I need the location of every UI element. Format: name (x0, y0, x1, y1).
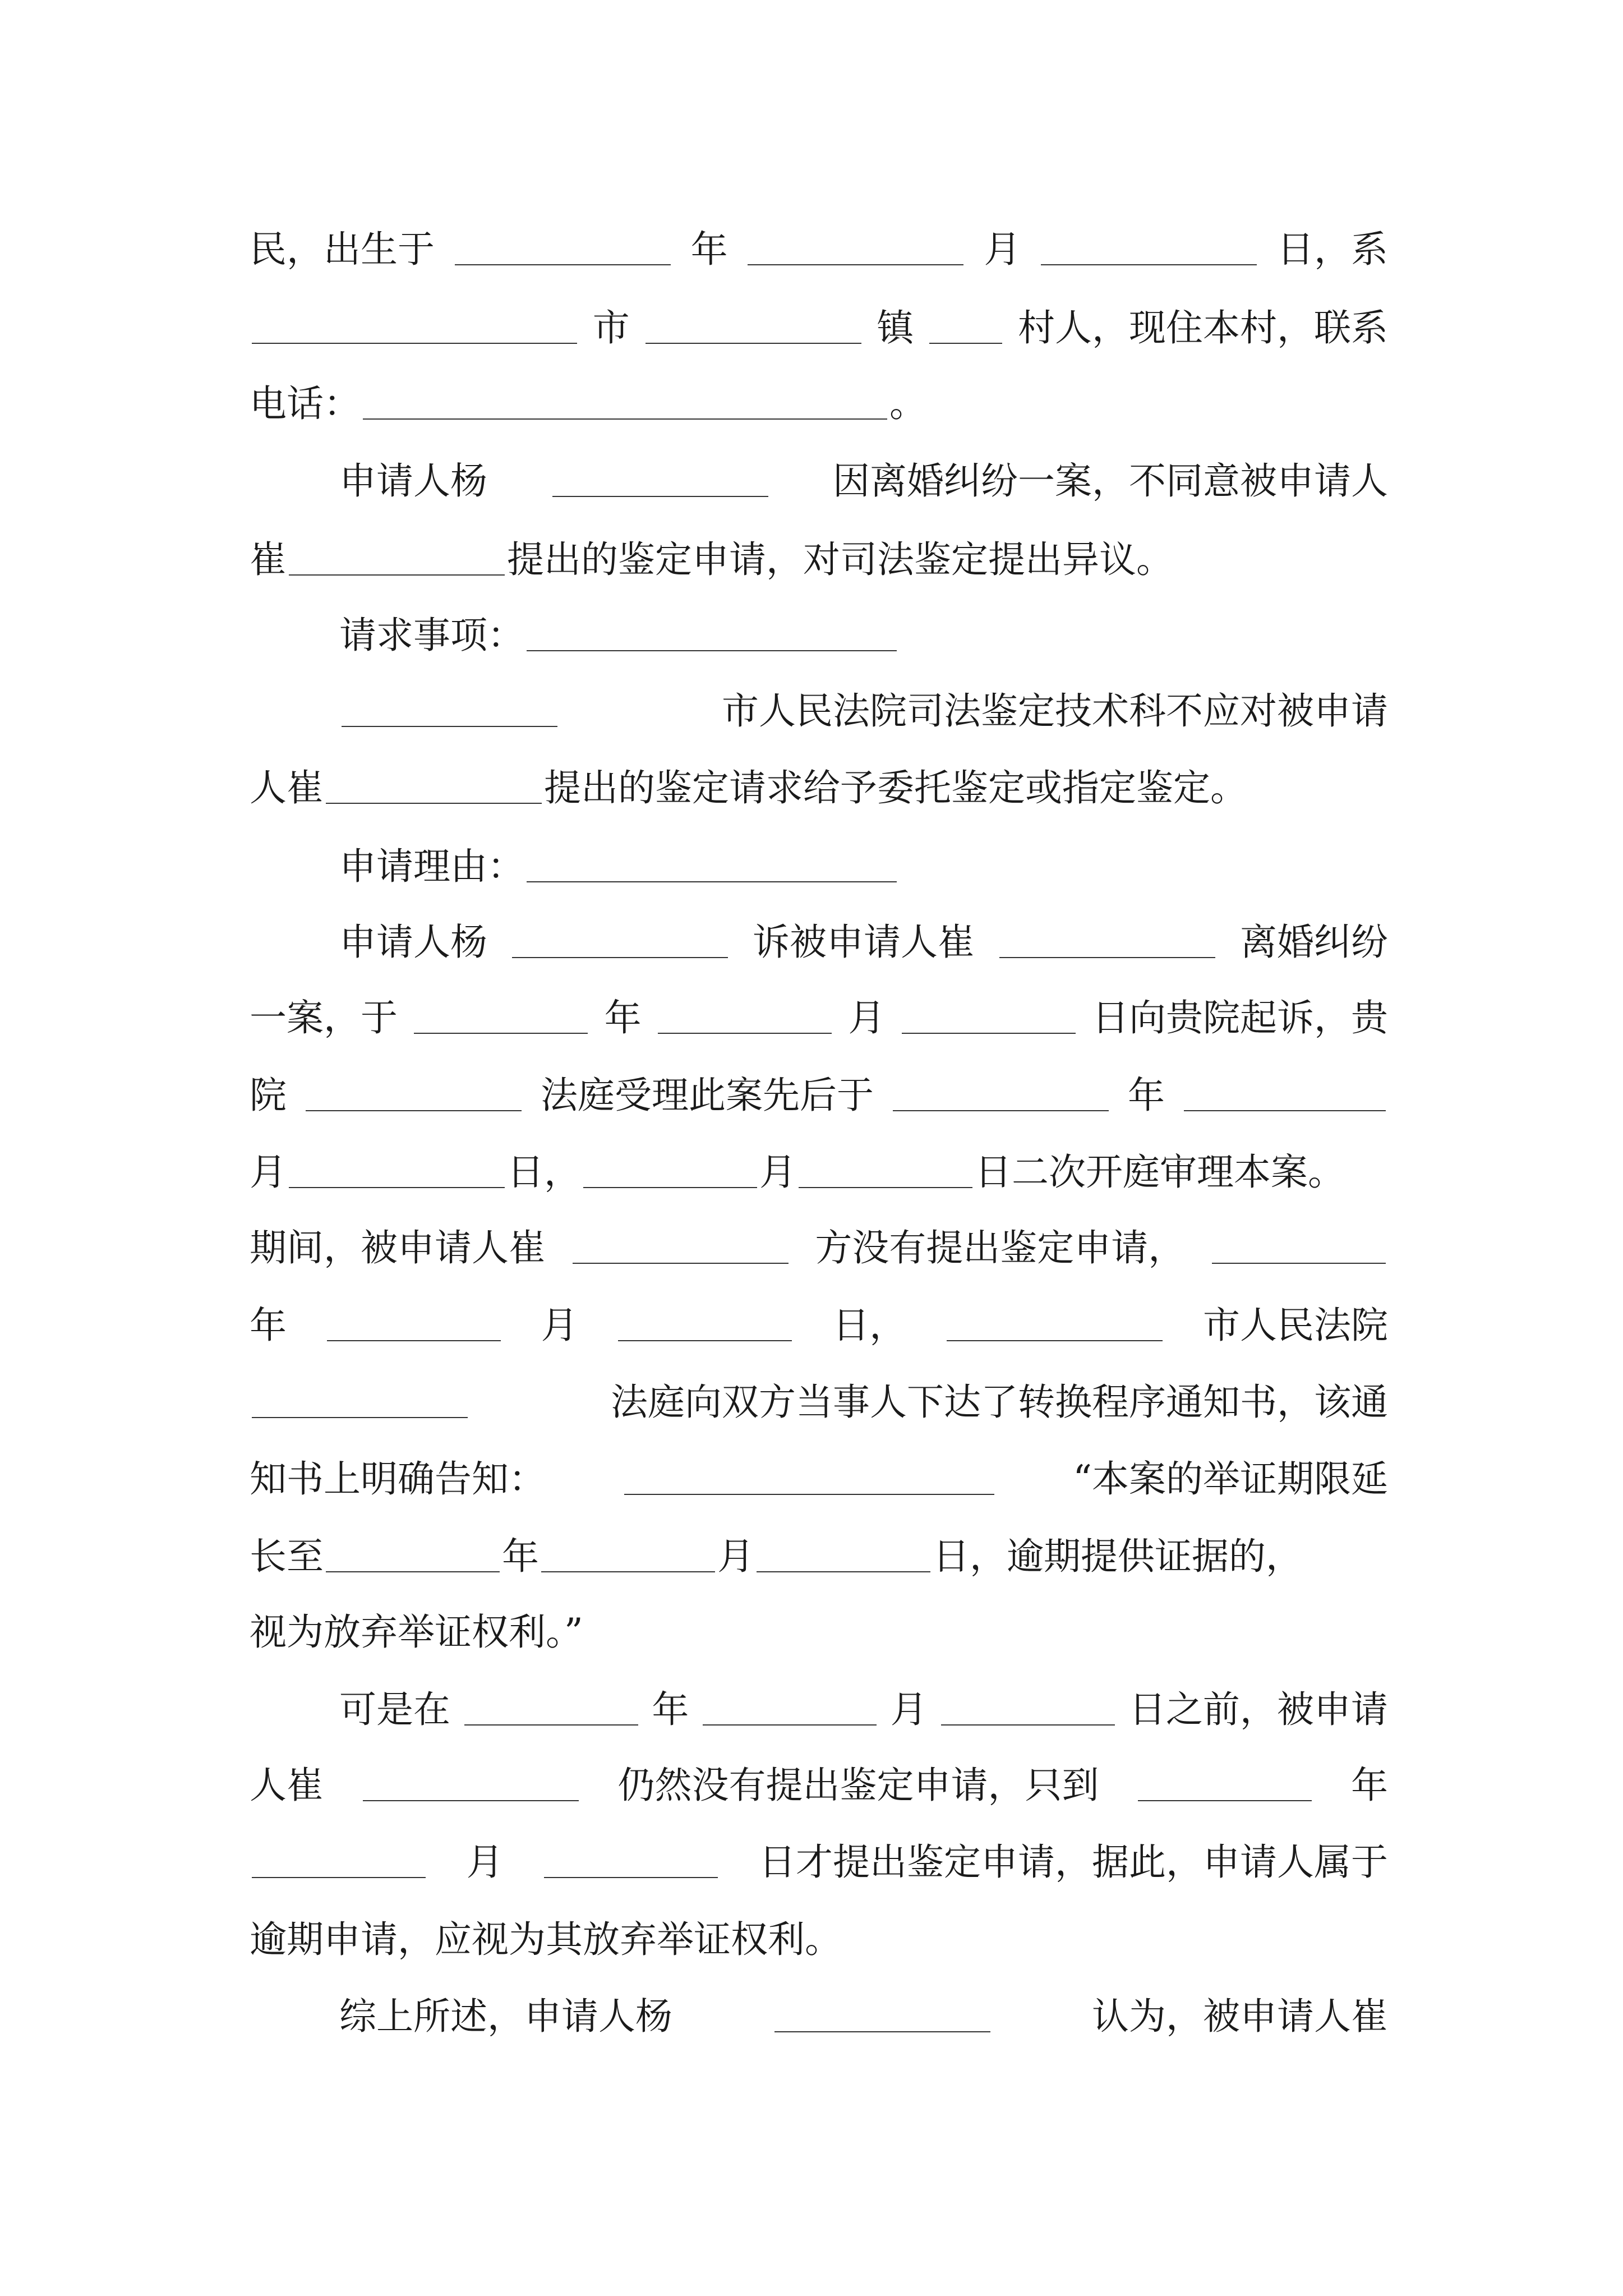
blank-field (326, 1539, 500, 1572)
blank-field (1212, 1230, 1386, 1264)
blank-field (1041, 232, 1257, 265)
blank-field (363, 386, 887, 420)
text-segment: 日， (832, 1304, 907, 1347)
blank-field (289, 542, 505, 576)
blank-field (573, 1230, 789, 1264)
blank-field (552, 463, 768, 497)
text-segment: 月 (250, 1151, 287, 1194)
blank-field (544, 1844, 718, 1878)
blank-field (658, 1000, 832, 1034)
blank-field (645, 310, 861, 344)
text-segment: 电话： (250, 382, 361, 425)
text-segment: 年 (690, 228, 728, 271)
text-line (250, 376, 1388, 432)
text-segment: 崔 (250, 538, 287, 581)
text-segment: 视为放弃举证权利。” (250, 1611, 583, 1654)
text-segment: 市人民法院 (1202, 1304, 1388, 1347)
text-segment: 逾期申请，应视为其放弃举证权利。 (250, 1918, 842, 1961)
blank-field (306, 1078, 522, 1111)
text-segment: 请求事项： (339, 614, 524, 657)
blank-field (327, 1308, 501, 1341)
text-segment: 镇 (877, 306, 914, 349)
blank-field (799, 1154, 972, 1188)
text-line (250, 1297, 1388, 1354)
blank-field (748, 232, 963, 265)
text-line (250, 990, 1388, 1046)
blank-field (893, 1078, 1109, 1111)
text-line (339, 608, 1388, 664)
text-segment: 市人民法院司法鉴定技术科不应对被申请 (722, 689, 1388, 733)
text-segment: 日二次开庭审理本案。 (975, 1151, 1345, 1194)
text-segment: 月 (541, 1304, 578, 1347)
blank-field (1138, 1768, 1312, 1801)
text-segment: 日才提出鉴定申请，据此，申请人属于 (758, 1841, 1388, 1884)
blank-field (902, 1000, 1076, 1034)
text-line (339, 914, 1388, 970)
text-line (250, 222, 1388, 278)
text-segment: 日，逾期提供证据的， (933, 1535, 1303, 1578)
text-segment: 年 (502, 1535, 539, 1578)
blank-field (583, 1154, 757, 1188)
text-segment: 诉被申请人崔 (753, 921, 975, 964)
text-segment: 仍然没有提出鉴定申请，只到 (617, 1764, 1099, 1807)
blank-field (774, 1999, 990, 2032)
text-segment: 人崔 (250, 766, 324, 809)
text-segment: 民，出生于 (250, 228, 435, 271)
text-line (250, 532, 1388, 588)
blank-field (999, 924, 1215, 958)
blank-field (941, 1692, 1115, 1726)
blank-field (527, 849, 897, 882)
text-line (250, 1604, 1388, 1660)
text-segment: 月 (848, 996, 886, 1039)
text-segment: 离婚纠纷 (1240, 921, 1388, 964)
blank-field (414, 1000, 588, 1034)
blank-field (464, 1692, 638, 1726)
text-line (250, 1834, 1388, 1890)
text-segment: 提出的鉴定申请，对司法鉴定提出异议。 (507, 538, 1173, 581)
blank-field (252, 1844, 426, 1878)
text-segment: 年 (604, 996, 642, 1039)
blank-field (929, 310, 1002, 344)
text-segment: 可是在 (339, 1688, 450, 1731)
text-line (339, 1989, 1388, 2045)
text-line (250, 760, 1388, 816)
blank-field (363, 1768, 579, 1801)
text-segment: 认为，被申请人崔 (1092, 1995, 1388, 2038)
text-line (339, 453, 1388, 509)
blank-field (1184, 1078, 1386, 1111)
text-segment: 院 (250, 1074, 287, 1117)
text-segment: “本案的举证期限延 (1073, 1457, 1388, 1501)
text-segment: 市 (592, 306, 630, 349)
text-line (339, 683, 1388, 739)
blank-field (289, 1154, 505, 1188)
text-segment: 综上所述，申请人杨 (339, 1995, 672, 2038)
blank-field (541, 1539, 715, 1572)
blank-field (618, 1308, 792, 1341)
blank-field (455, 232, 671, 265)
text-line (339, 839, 1388, 895)
text-segment: 方没有提出鉴定申请， (815, 1226, 1186, 1269)
text-segment: 村人，现住本村，联系 (1017, 306, 1388, 349)
blank-field (527, 618, 897, 651)
text-segment: 法庭受理此案先后于 (541, 1074, 874, 1117)
text-line (250, 1529, 1388, 1585)
text-segment: 月 (466, 1841, 504, 1884)
text-segment: 人崔 (250, 1764, 324, 1807)
text-segment: 提出的鉴定请求给予委托鉴定或指定鉴定。 (544, 766, 1247, 809)
text-segment: 期间，被申请人崔 (250, 1226, 546, 1269)
text-segment: 年 (250, 1304, 287, 1347)
text-segment: 日，系 (1276, 228, 1388, 271)
blank-field (703, 1692, 877, 1726)
text-segment: 申请人杨 (339, 921, 487, 964)
text-segment: 。 (889, 382, 926, 425)
text-line (250, 1144, 1388, 1200)
text-segment: 月 (890, 1688, 928, 1731)
text-line (339, 1682, 1388, 1738)
blank-field (512, 924, 728, 958)
text-segment: 年 (1128, 1074, 1165, 1117)
text-segment: 日， (507, 1151, 581, 1194)
blank-field (342, 693, 557, 727)
text-segment: 申请人杨 (339, 459, 487, 503)
blank-field (252, 1384, 468, 1418)
text-segment: 因离婚纠纷一案，不同意被申请人 (833, 459, 1388, 503)
blank-field (947, 1308, 1163, 1341)
text-segment: 月 (984, 228, 1021, 271)
blank-field (326, 770, 542, 804)
blank-field (252, 310, 577, 344)
blank-field (757, 1539, 930, 1572)
text-line (250, 1374, 1388, 1430)
text-segment: 年 (1351, 1764, 1388, 1807)
text-line (250, 1068, 1388, 1124)
text-line (250, 300, 1388, 356)
text-segment: 长至 (250, 1535, 324, 1578)
text-line (250, 1757, 1388, 1814)
text-segment: 法庭向双方当事人下达了转换程序通知书，该通 (611, 1381, 1388, 1424)
text-segment: 月 (759, 1151, 796, 1194)
text-line (250, 1220, 1388, 1276)
text-segment: 日向贵院起诉，贵 (1091, 996, 1388, 1039)
text-line (250, 1451, 1388, 1507)
text-segment: 知书上明确告知： (250, 1457, 546, 1501)
text-segment: 申请理由： (339, 845, 524, 888)
text-segment: 年 (652, 1688, 689, 1731)
text-line (250, 1912, 1388, 1968)
text-segment: 一案，于 (250, 996, 398, 1039)
text-segment: 日之前，被申请 (1128, 1688, 1388, 1731)
text-segment: 月 (717, 1535, 754, 1578)
blank-field (624, 1461, 994, 1495)
